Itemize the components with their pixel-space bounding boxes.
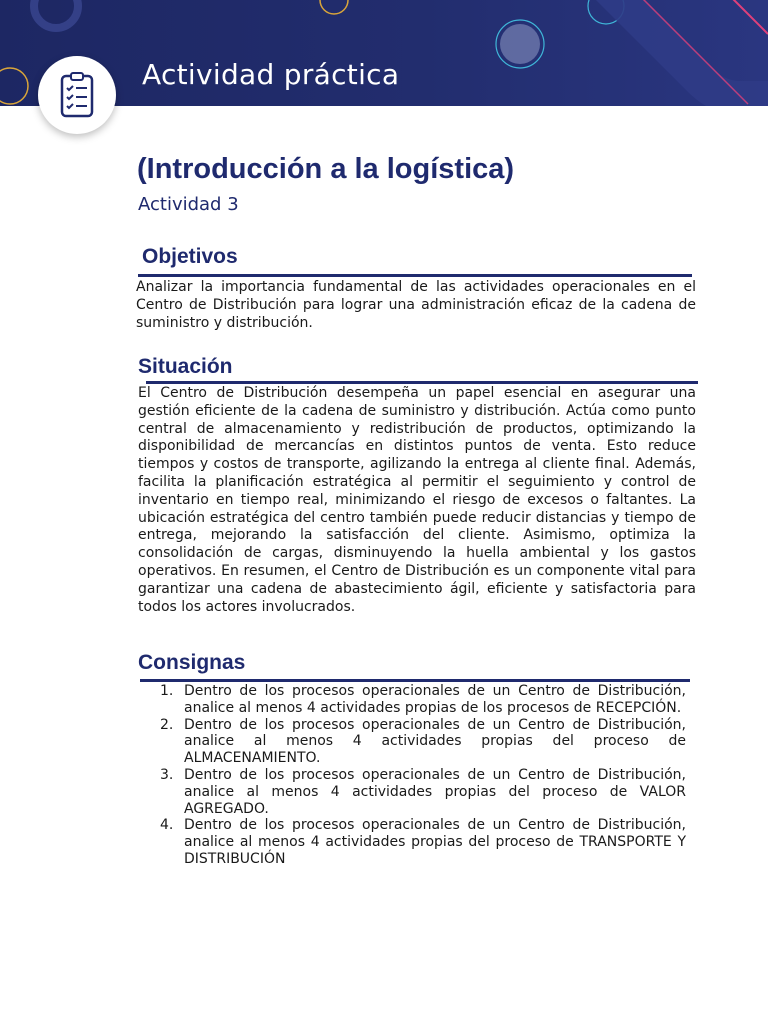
consigna-number: 3. <box>160 766 174 783</box>
consigna-item <box>160 766 686 817</box>
situacion-text: El Centro de Distribución desempeña un papel esencial en asegurar una gestión eficiente de la cadena de suministro y distribución. Actúa como punto central de almacenamiento y redistribución de productos, optimizando la disponibilidad de mercancías en distintos puntos de venta. Esto reduce tiempos y costos de transporte, agilizando la entrega al cliente final. Además, facilita la planificación estratégica al permitir el seguimiento y control de inventario en tiempo real, minimizando el riesgo de excesos o faltantes. La ubicación estratégica del centro también puede reducir distancias y tiempo de entrega, mejorando la satisfacción del cliente. Asimismo, optimiza la consolidación de cargas, disminuyendo la huella ambiental y los gastos operativos. En resumen, el Centro de Distribución es un componente vital para garantizar una cadena de abastecimiento ágil, eficiente y satisfactoria para todos los actores involucrados. <box>138 385 696 615</box>
consigna-text: Dentro de los procesos operacionales de un Centro de Distribución, analice al menos 4 actividades propias de los procesos de RECEPCIÓN. <box>184 683 686 716</box>
consignas-rule <box>140 679 690 682</box>
checklist-clipboard-icon <box>60 72 94 118</box>
consigna-text: Dentro de los procesos operacionales de un Centro de Distribución, analice al menos 4 actividades propias del proceso de ALMACENAMIENTO. <box>184 716 686 767</box>
consigna-text: Dentro de los procesos operacionales de un Centro de Distribución, analice al menos 4 actividades propias del proceso de TRANSPORTE Y DISTRIBUCIÓN <box>184 817 686 867</box>
consignas-list <box>160 683 686 868</box>
document-title: (Introducción a la logística) <box>137 153 515 185</box>
situacion-heading: Situación <box>138 355 233 378</box>
consigna-item <box>160 683 686 717</box>
consigna-number: 4. <box>160 817 174 834</box>
consignas-heading: Consignas <box>138 651 246 674</box>
consigna-item <box>160 716 686 767</box>
objetivos-heading: Objetivos <box>142 245 238 268</box>
situacion-rule <box>146 381 698 384</box>
objetivos-text: Analizar la importancia fundamental de las actividades operacionales en el Centro de Distribución para lograr una administración eficaz de la cadena de suministro y distribución. <box>136 279 696 331</box>
objetivos-rule <box>138 274 692 277</box>
document-subtitle: Actividad 3 <box>138 194 239 215</box>
consigna-text: Dentro de los procesos operacionales de un Centro de Distribución, analice al menos 4 actividades propias del proceso de VALOR AGREGADO. <box>184 766 686 817</box>
activity-badge <box>38 56 116 134</box>
consigna-number: 1. <box>160 683 174 699</box>
consigna-item <box>160 817 686 867</box>
banner-title: Actividad práctica <box>142 58 400 91</box>
consigna-number: 2. <box>160 716 174 733</box>
